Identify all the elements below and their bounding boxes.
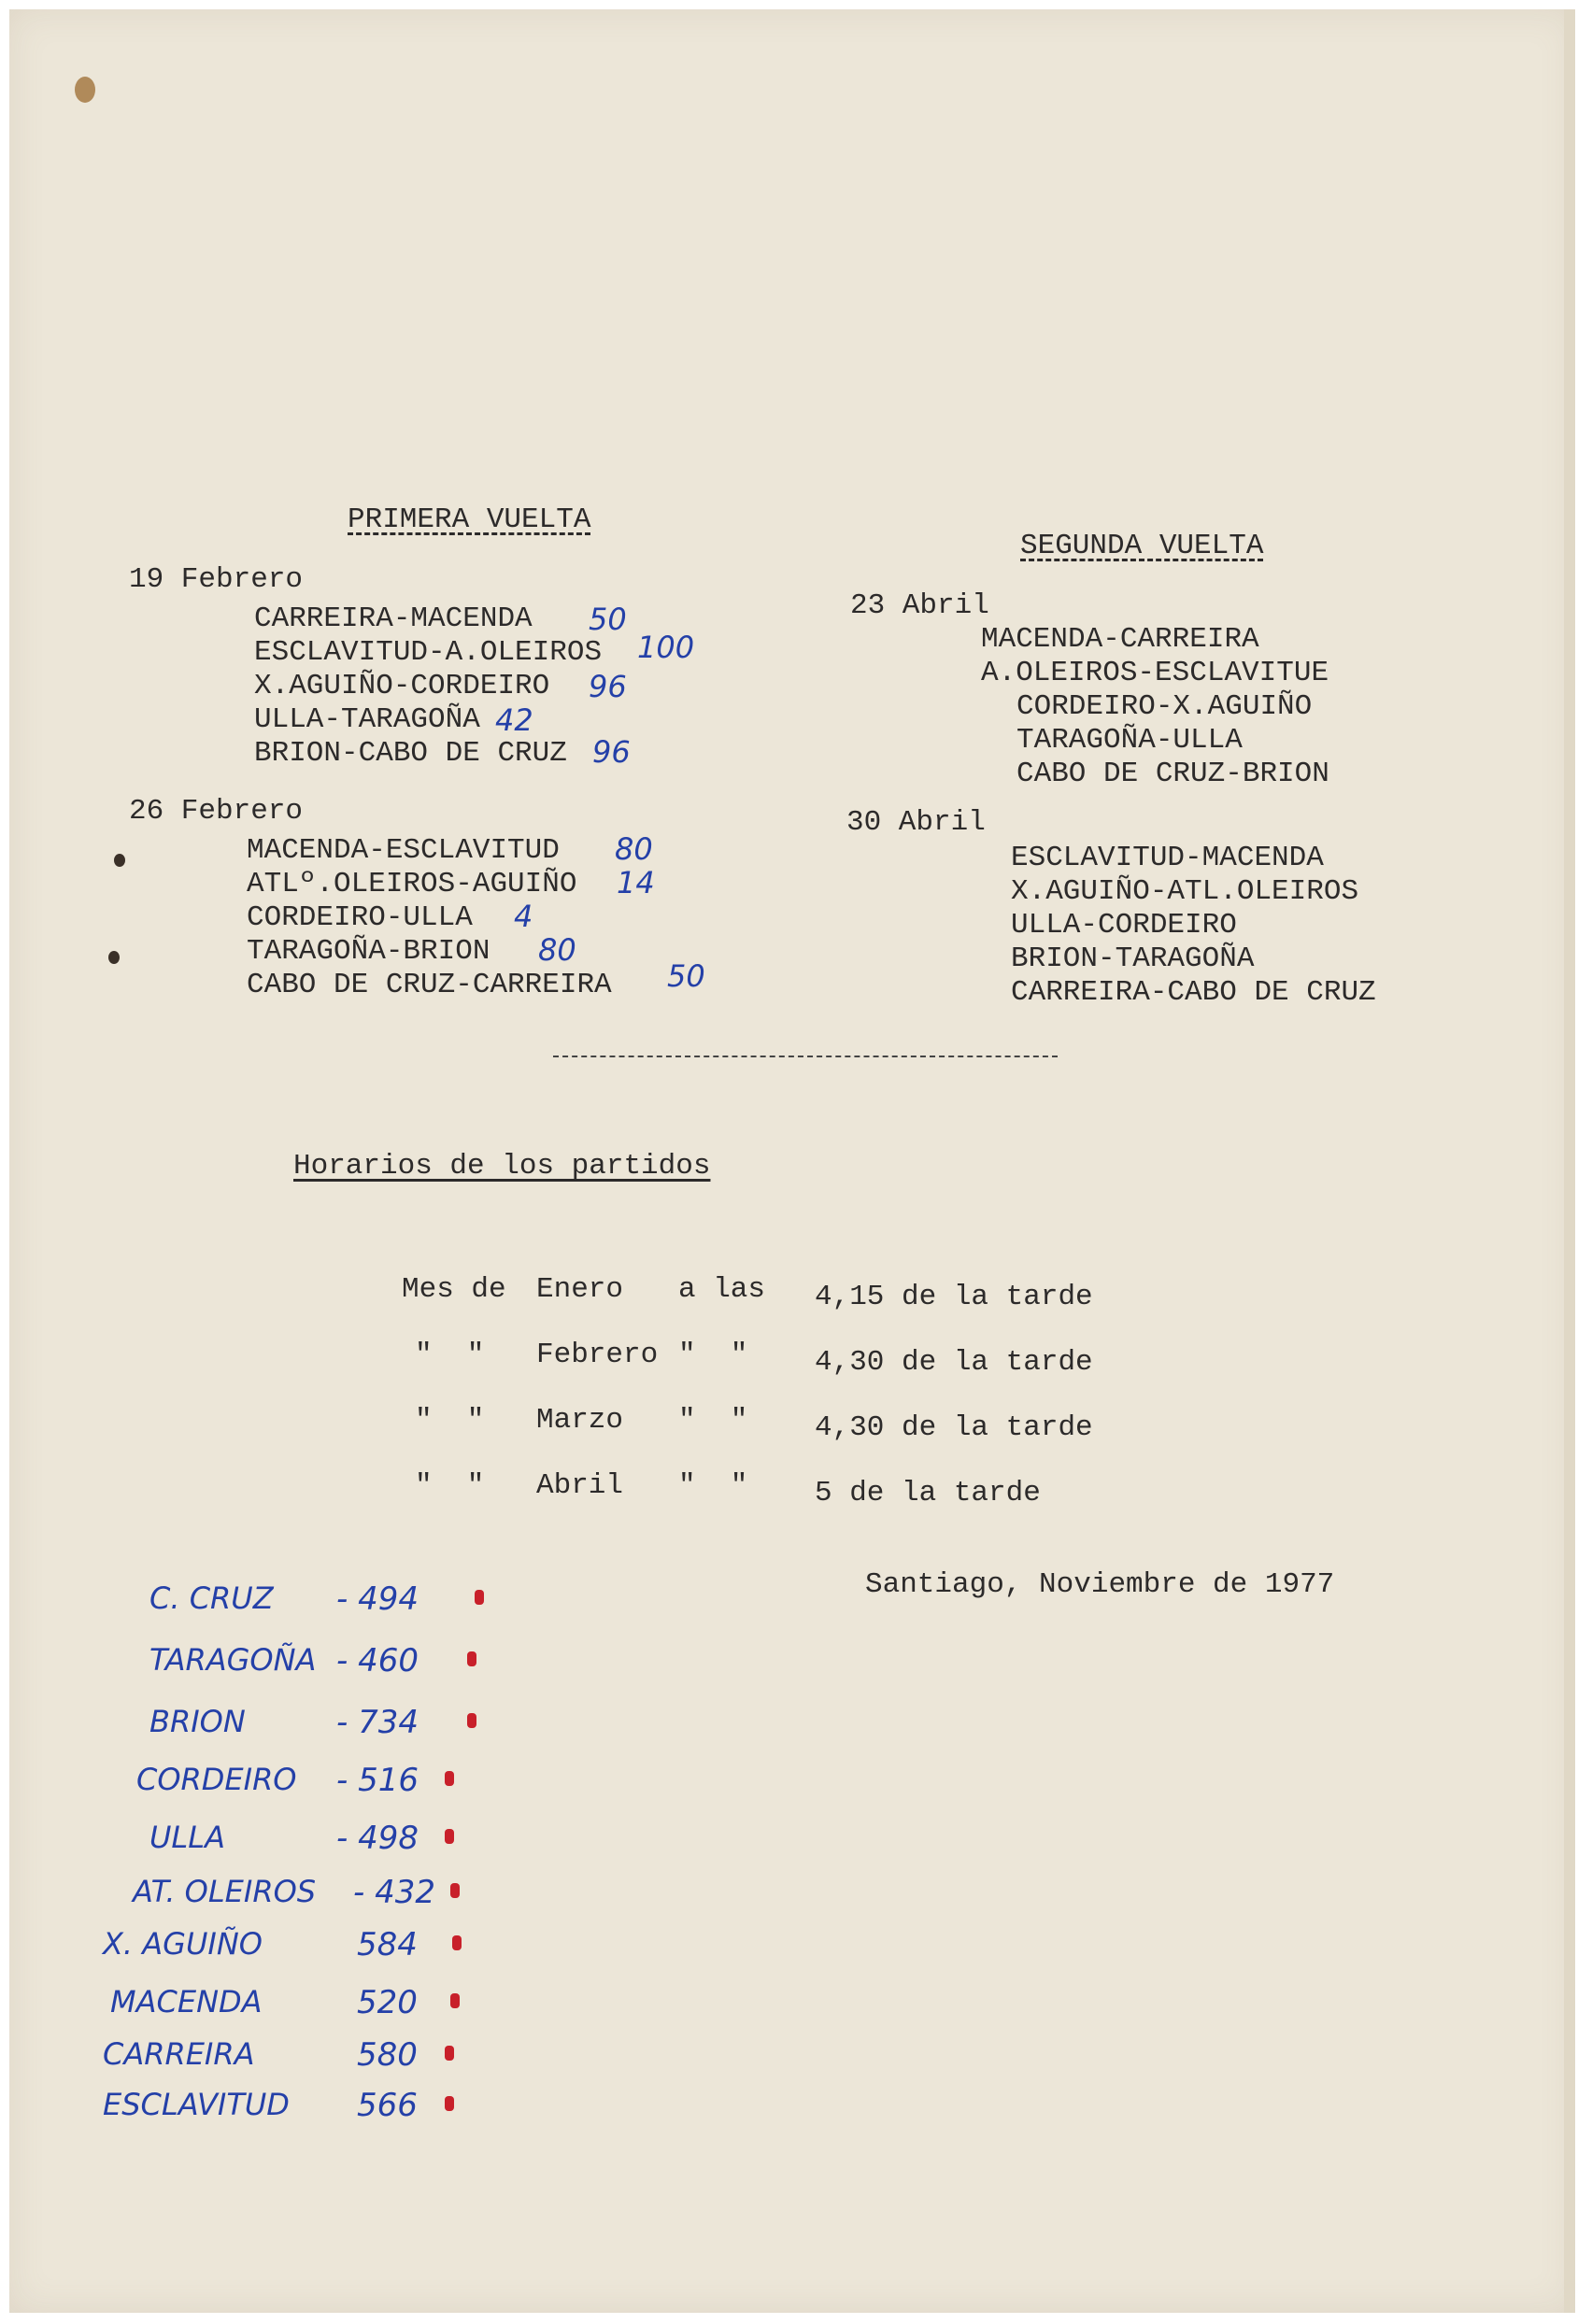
note-p1-1: 50 <box>589 602 627 637</box>
red-tick-mark <box>445 2046 454 2061</box>
match-s1-2: A.OLEIROS-ESCLAVITUE <box>981 657 1329 689</box>
schedule-b: " " <box>678 1404 748 1437</box>
primera-title: PRIMERA VUELTA <box>348 503 591 536</box>
match-s2-1: ESCLAVITUD-MACENDA <box>1011 842 1324 874</box>
total-name: TARAGOÑA <box>149 1642 317 1678</box>
total-value: - 734 <box>336 1704 419 1741</box>
red-tick-mark <box>452 1935 462 1950</box>
schedule-month: Febrero <box>536 1339 659 1371</box>
primera-round2-date: 26 Febrero <box>129 795 304 828</box>
schedule-col-time <box>815 1248 1093 1543</box>
schedule-time: 4,15 de la tarde <box>815 1281 1093 1313</box>
match-p1-3: X.AGUIÑO-CORDEIRO <box>254 670 550 702</box>
total-row <box>149 1820 542 1874</box>
total-value: 580 <box>357 2036 418 2074</box>
match-p1-1: CARREIRA-MACENDA <box>254 602 533 635</box>
total-row <box>110 1984 503 2038</box>
total-name: BRION <box>149 1704 246 1739</box>
total-name: X. AGUIÑO <box>103 1926 263 1962</box>
note-p1-4: 42 <box>495 702 533 738</box>
schedule-month: Enero <box>536 1273 624 1306</box>
note-p1-3: 96 <box>589 669 627 704</box>
total-name: C. CRUZ <box>149 1580 274 1616</box>
total-value: - 498 <box>336 1820 419 1857</box>
total-row <box>149 1704 542 1758</box>
punch-hole <box>108 951 120 964</box>
horarios-title: Horarios de los partidos <box>293 1150 711 1183</box>
total-name: CORDEIRO <box>136 1762 297 1797</box>
total-row <box>103 2036 495 2090</box>
total-name: ULLA <box>149 1820 225 1855</box>
note-p2-2: 14 <box>617 865 655 900</box>
divider-line <box>553 1056 1058 1057</box>
red-tick-mark <box>467 1713 476 1728</box>
total-value: 584 <box>357 1926 418 1963</box>
schedule-a: Mes de <box>402 1273 506 1306</box>
match-s1-5: CABO DE CRUZ-BRION <box>1016 758 1329 790</box>
total-row <box>103 1926 495 1980</box>
red-tick-mark <box>450 1993 460 2008</box>
match-s1-4: TARAGOÑA-ULLA <box>1016 724 1243 757</box>
total-row <box>103 2087 495 2141</box>
total-row <box>136 1762 529 1816</box>
red-tick-mark <box>445 1829 454 1844</box>
total-row <box>133 1874 525 1928</box>
schedule-b: a las <box>678 1273 766 1306</box>
paper-sheet <box>9 9 1575 2313</box>
schedule-time: 5 de la tarde <box>815 1477 1041 1509</box>
schedule-col-b <box>678 1240 765 1536</box>
match-p2-5: CABO DE CRUZ-CARREIRA <box>247 969 612 1001</box>
total-value: - 494 <box>336 1580 419 1618</box>
total-name: AT. OLEIROS <box>133 1874 317 1909</box>
match-s1-3: CORDEIRO-X.AGUIÑO <box>1016 690 1313 723</box>
primera-round1-date: 19 Febrero <box>129 563 304 596</box>
place-date: Santiago, Noviembre de 1977 <box>865 1568 1335 1601</box>
note-p1-5: 96 <box>592 734 631 770</box>
match-p1-4: ULLA-TARAGOÑA <box>254 703 480 736</box>
note-p1-2: 100 <box>637 630 695 665</box>
total-name: MACENDA <box>110 1984 263 2019</box>
match-s2-4: BRION-TARAGOÑA <box>1011 942 1255 975</box>
match-s1-1: MACENDA-CARREIRA <box>981 623 1259 656</box>
total-name: CARREIRA <box>103 2036 255 2072</box>
schedule-b: " " <box>678 1339 748 1371</box>
red-tick-mark <box>445 2096 454 2111</box>
match-p1-2: ESCLAVITUD-A.OLEIROS <box>254 636 603 669</box>
segunda-round1-date: 23 Abril <box>850 589 989 622</box>
red-tick-mark <box>445 1771 454 1786</box>
schedule-a: " " <box>415 1404 485 1437</box>
match-p2-3: CORDEIRO-ULLA <box>247 901 473 934</box>
match-s2-2: X.AGUIÑO-ATL.OLEIROS <box>1011 875 1359 908</box>
match-s2-5: CARREIRA-CABO DE CRUZ <box>1011 976 1376 1009</box>
paper-edge <box>1564 9 1575 2313</box>
red-tick-mark <box>450 1883 460 1898</box>
total-value: 566 <box>357 2087 418 2124</box>
match-p2-1: MACENDA-ESCLAVITUD <box>247 834 560 867</box>
total-value: - 516 <box>336 1762 419 1799</box>
red-tick-mark <box>475 1590 484 1605</box>
total-value: 520 <box>357 1984 418 2021</box>
schedule-b: " " <box>678 1469 748 1502</box>
segunda-round2-date: 30 Abril <box>846 806 986 839</box>
segunda-title: SEGUNDA VUELTA <box>1020 530 1264 562</box>
total-value: - 432 <box>353 1874 435 1911</box>
note-p2-5: 50 <box>667 958 705 994</box>
punch-hole <box>114 854 125 867</box>
total-value: - 460 <box>336 1642 419 1679</box>
schedule-month: Abril <box>536 1469 624 1502</box>
note-p2-3: 4 <box>514 899 533 934</box>
schedule-time: 4,30 de la tarde <box>815 1411 1093 1444</box>
note-p2-4: 80 <box>538 932 576 968</box>
red-tick-mark <box>467 1651 476 1666</box>
match-p2-4: TARAGOÑA-BRION <box>247 935 490 968</box>
schedule-col-month <box>536 1240 658 1536</box>
schedule-time: 4,30 de la tarde <box>815 1346 1093 1379</box>
match-s2-3: ULLA-CORDEIRO <box>1011 909 1237 942</box>
total-name: ESCLAVITUD <box>103 2087 290 2122</box>
match-p1-5: BRION-CABO DE CRUZ <box>254 737 567 770</box>
total-row <box>149 1580 542 1635</box>
match-p2-2: ATLº.OLEIROS-AGUIÑO <box>247 868 577 900</box>
punch-hole <box>75 77 95 103</box>
schedule-a: " " <box>415 1469 485 1502</box>
total-row <box>149 1642 542 1696</box>
schedule-col-a <box>402 1240 506 1536</box>
schedule-a: " " <box>415 1339 485 1371</box>
note-p2-1: 80 <box>615 831 653 867</box>
schedule-month: Marzo <box>536 1404 624 1437</box>
